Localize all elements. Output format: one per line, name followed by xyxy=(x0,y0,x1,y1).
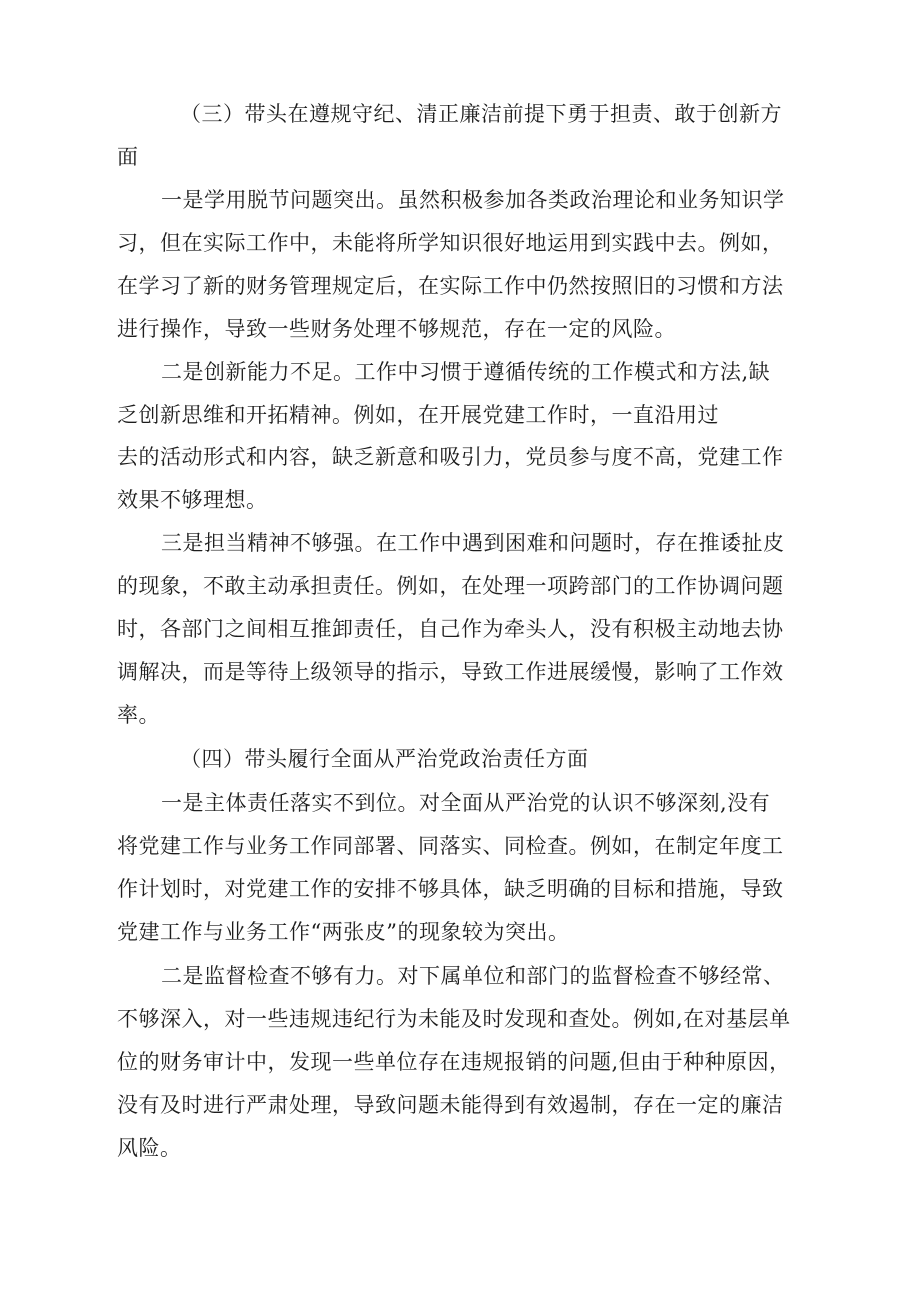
paragraph-line: 一是主体责任落实不到位。对全面从严治党的认识不够深刻,没有 xyxy=(161,791,771,815)
paragraph-line: 三是担当精神不够强。在工作中遇到困难和问题时，存在推诿扯皮 xyxy=(161,531,785,555)
paragraph-line: 党建工作与业务工作“两张皮”的现象较为突出。 xyxy=(117,920,570,944)
section-heading-4: （四）带头履行全面从严治党政治责任方面 xyxy=(180,747,589,771)
paragraph-line: 在学习了新的财务管理规定后，在实际工作中仍然按照旧的习惯和方法 xyxy=(117,274,784,298)
paragraph-line: 乏创新思维和开拓精神。例如，在开展党建工作时，一直沿用过 xyxy=(117,403,719,427)
paragraph-line: 不够深入，对一些违规违纪行为未能及时发现和查处。例如,在对基层单 xyxy=(117,1007,791,1031)
section-heading-3-line-1: （三）带头在遵规守纪、清正廉洁前提下勇于担责、敢于创新方 xyxy=(180,102,782,126)
paragraph-line: 将党建工作与业务工作同部署、同落实、同检查。例如，在制定年度工 xyxy=(117,834,784,858)
paragraph-line: 二是监督检查不够有力。对下属单位和部门的监督检查不够经常、 xyxy=(161,964,785,988)
section-heading-3-line-2: 面 xyxy=(117,145,139,169)
paragraph-line: 习，但在实际工作中，未能将所学知识很好地运用到实践中去。例如， xyxy=(117,231,784,255)
paragraph-line: 调解决，而是等待上级领导的指示，导致工作进展缓慢，影响了工作效 xyxy=(117,660,784,684)
paragraph-line: 的现象，不敢主动承担责任。例如，在处理一项跨部门的工作协调问题 xyxy=(117,574,784,598)
paragraph-line: 率。 xyxy=(117,703,160,727)
paragraph-line: 作计划时，对党建工作的安排不够具体，缺乏明确的目标和措施，导致 xyxy=(117,877,784,901)
paragraph-line: 去的活动形式和内容，缺乏新意和吸引力，党员参与度不高，党建工作 xyxy=(117,445,784,469)
paragraph-line: 效果不够理想。 xyxy=(117,488,268,512)
paragraph-line: 二是创新能力不足。工作中习惯于遵循传统的工作模式和方法,缺 xyxy=(161,360,771,384)
paragraph-line: 时，各部门之间相互推卸责任，自己作为牵头人，没有积极主动地去协 xyxy=(117,617,784,641)
paragraph-line: 一是学用脱节问题突出。虽然积极参加各类政治理论和业务知识学 xyxy=(161,188,785,212)
paragraph-line: 没有及时进行严肃处理，导致问题未能得到有效遏制，存在一定的廉洁 xyxy=(117,1093,784,1117)
paragraph-line: 位的财务审计中，发现一些单位存在违规报销的问题,但由于种种原因， xyxy=(117,1050,791,1074)
paragraph-line: 进行操作，导致一些财务处理不够规范，存在一定的风险。 xyxy=(117,317,676,341)
paragraph-line: 风险。 xyxy=(117,1136,182,1160)
